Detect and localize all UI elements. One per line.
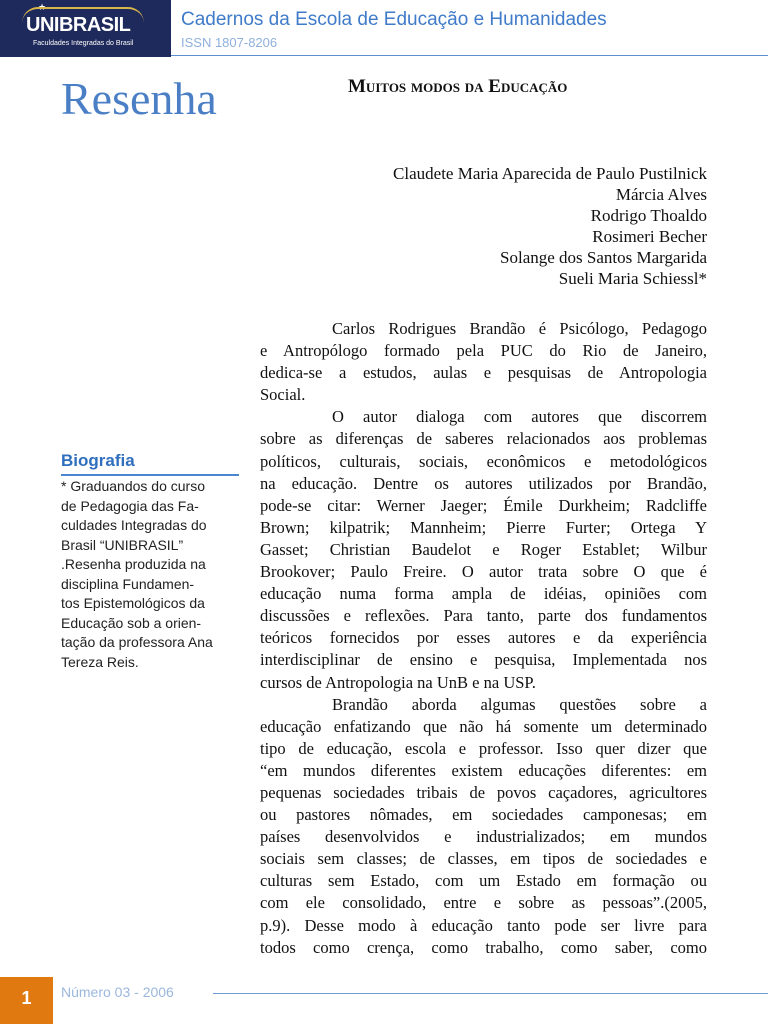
author-name: Sueli Maria Schiessl*: [558, 269, 707, 288]
body-line: Brookover; Paulo Freire. O autor trata sobre O que é: [260, 562, 707, 582]
body-line: teóricos fornecidos por esses autores e da experiência: [260, 628, 707, 648]
biography-line: Tereza Reis.: [61, 653, 139, 670]
body-line: Gasset; Christian Baudelot e Roger Establet; Wilbur: [260, 539, 707, 559]
biography-line: de Pedagogia das Fa-: [61, 497, 199, 514]
body-line: países desenvolvidos e industrializados; em mundos: [260, 827, 707, 847]
body-line: dedica-se a estudos, aulas e pesquisas de Antropologia: [260, 363, 707, 383]
article-title: Muitos modos da Educação: [348, 76, 568, 97]
biography-line: Educação sob a orien-: [61, 614, 202, 631]
author-name: Rosimeri Becher: [592, 227, 707, 246]
biography-line: tos Epistemológicos da: [61, 595, 205, 611]
page-number: 1: [21, 988, 32, 1008]
body-line: culturas sem Estado, com um Estado em formação ou: [260, 871, 707, 891]
body-line: Brown; kilpatrik; Mannheim; Pierre Furter; Ortega Y: [260, 517, 707, 537]
header-divider: [171, 55, 768, 56]
body-line: ou pastores nômades, em sociedades camponesas; em: [260, 805, 707, 825]
issn: ISSN 1807-8206: [181, 35, 278, 50]
issue-label: Número 03 - 2006: [61, 984, 174, 1000]
biography-line: * Graduandos do curso: [61, 478, 205, 494]
author-name: Claudete Maria Aparecida de Paulo Pustilnick: [393, 164, 707, 183]
body-line: p.9). Desse modo à educação tanto pode ser livre para: [260, 915, 707, 935]
journal-title: Cadernos da Escola de Educação e Humanidades: [181, 9, 607, 30]
body-line: interdisciplinar de ensino e pesquisa, Implementada nos: [260, 650, 707, 670]
biography-line: disciplina Fundamen-: [61, 575, 195, 592]
body-line: pequenas sociedades tribais de povos caçadores, agricultores: [260, 782, 707, 802]
biography-line: culdades Integradas do: [61, 517, 207, 533]
body-line: sobre as diferenças de saberes relacionados aos problemas: [260, 429, 707, 449]
body-line: e Antropólogo formado pela PUC do Rio de Janeiro,: [260, 341, 707, 361]
body-line: “em mundos diferentes existem educações diferentes: em: [260, 760, 707, 780]
body-line: educação enfatizando que não há somente um determinado: [260, 716, 707, 736]
body-line: com ele consolidado, entre e sobre as pessoas”.(2005,: [260, 893, 707, 913]
body-line: educação numa forma ampla de idéias, opiniões com: [260, 584, 707, 604]
body-line: todos como crença, como trabalho, como saber, como: [260, 937, 707, 957]
unibrasil-logo: [0, 0, 171, 57]
biography-line: tação da professora Ana: [61, 634, 213, 650]
biography-heading: Biografia: [61, 451, 135, 470]
body-line: políticos, culturais, sociais, econômicos e metodológicos: [260, 451, 707, 471]
body-line: tipo de educação, escola e professor. Isso quer dizer que: [260, 738, 707, 758]
body-line: Carlos Rodrigues Brandão é Psicólogo, Pedagogo: [332, 319, 707, 338]
author-name: Márcia Alves: [615, 185, 707, 204]
biography-line: Brasil “UNIBRASIL”: [61, 536, 184, 553]
biography-line: .Resenha produzida na: [61, 556, 206, 572]
body-line: na educação. Dentre os autores utilizados por Brandão,: [260, 473, 707, 493]
body-line: O autor dialoga com autores que discorrem: [332, 407, 707, 427]
star-icon: ★: [38, 3, 47, 13]
biography-text: [61, 477, 239, 672]
body-line: sociais sem classes; de classes, em tipos de sociedades e: [260, 849, 707, 869]
author-list: [393, 163, 707, 289]
body-line: Social.: [260, 385, 306, 405]
section-label: Resenha: [61, 73, 217, 124]
footer-divider: [213, 993, 768, 994]
logo-subtitle: Faculdades Integradas do Brasil: [33, 40, 134, 47]
body-line: pode-se citar: Werner Jaeger; Émile Durkheim; Radcliffe: [260, 495, 707, 515]
body-line: cursos de Antropologia na UnB e na USP.: [260, 672, 536, 692]
body-line: discussões e reflexões. Para tanto, parte dos fundamentos: [260, 606, 707, 626]
biography-divider: [61, 474, 239, 476]
logo-text: UNIBRASIL: [26, 14, 131, 36]
body-line: Brandão aborda algumas questões sobre a: [332, 694, 707, 714]
article-body: [260, 318, 707, 959]
author-name: Solange dos Santos Margarida: [500, 248, 707, 267]
author-name: Rodrigo Thoaldo: [590, 206, 707, 225]
